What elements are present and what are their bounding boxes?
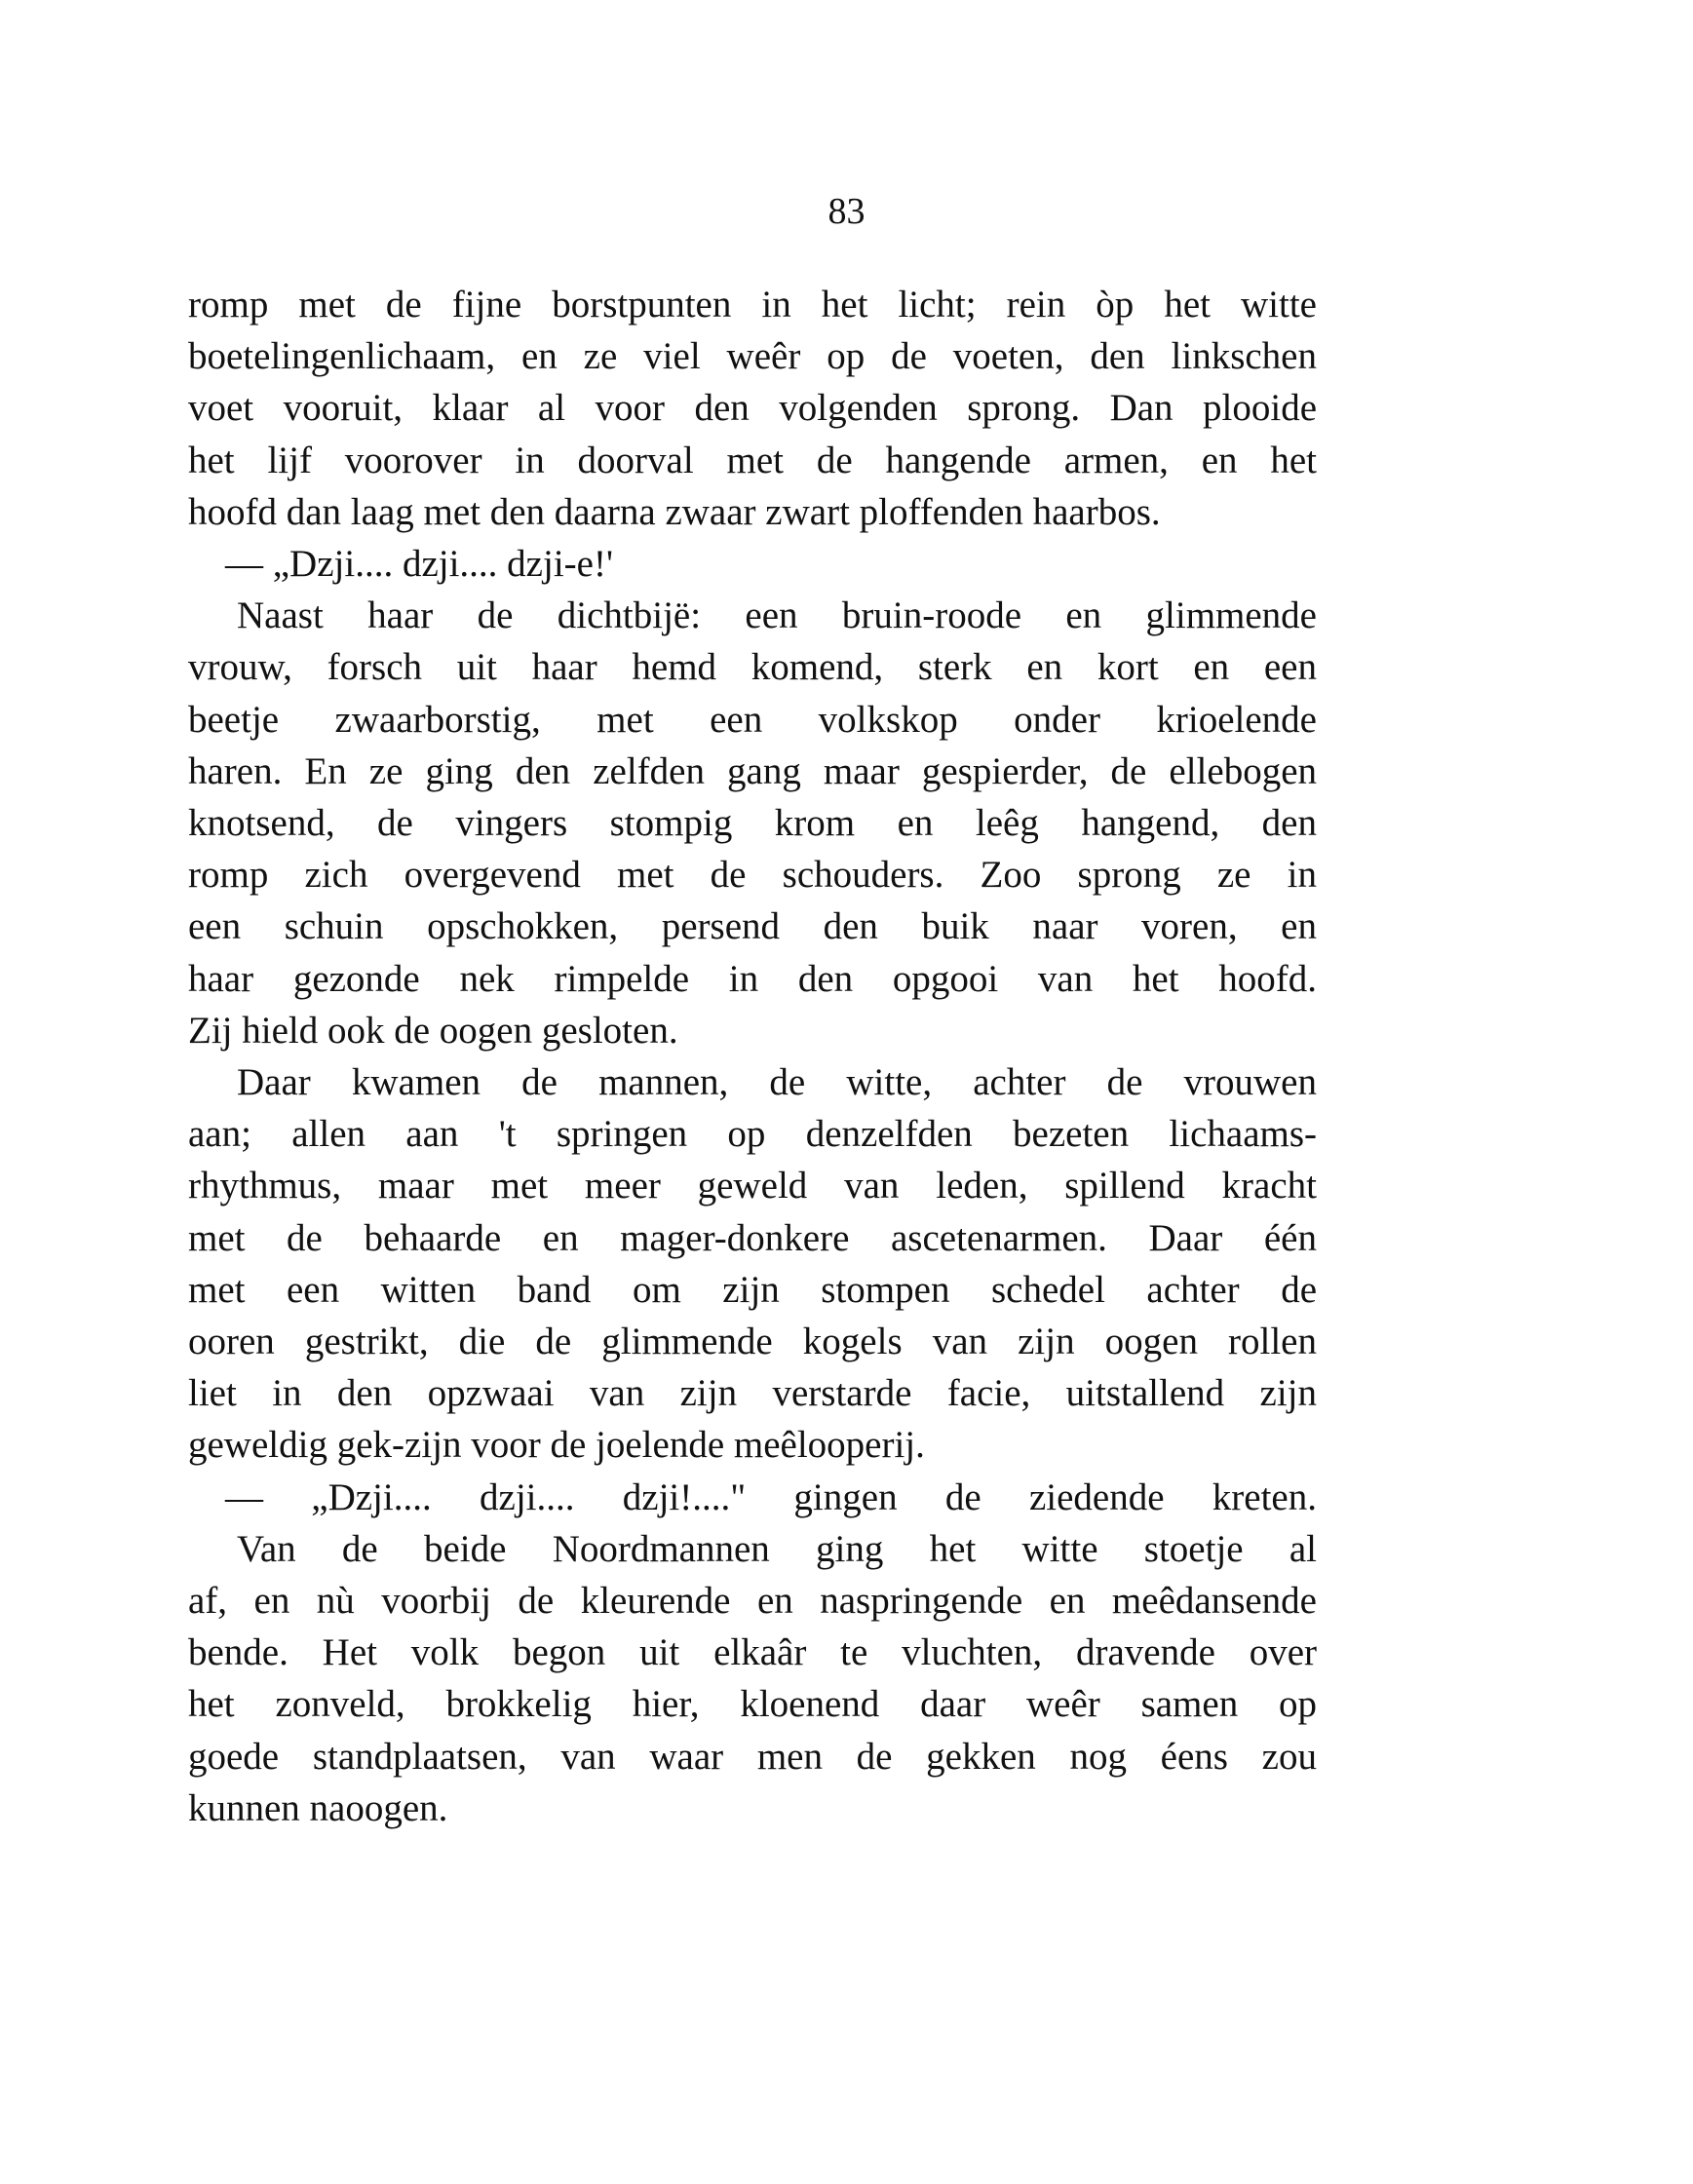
- text-line: kunnen naoogen.: [188, 1786, 448, 1829]
- text-line: goede standplaatsen, van waar men de gekken nog éens zou: [188, 1735, 1317, 1778]
- text-line: — „Dzji.... dzji.... dzji-e!': [225, 543, 613, 586]
- text-line: haren. En ze ging den zelfden gang maar gespierder, de ellebogen: [188, 749, 1317, 792]
- dialogue-paragraph: [188, 1472, 1317, 1523]
- text-line: romp met de fijne borstpunten in het licht; rein òp het witte: [188, 284, 1317, 326]
- text-line: liet in den opzwaai van zijn verstarde facie, uitstallend zijn: [188, 1372, 1317, 1415]
- text-line: Van de beide Noordmannen ging het witte stoetje al: [237, 1527, 1317, 1570]
- text-line: geweldig gek-zijn voor de joelende meêlooperij.: [188, 1424, 925, 1467]
- text-line: Naast haar de dichtbijë: een bruin-roode en glimmende: [237, 594, 1317, 637]
- text-line: vrouw, forsch uit haar hemd komend, sterk en kort en een: [188, 646, 1317, 689]
- text-line: af, en nù voorbij de kleurende en naspringende en meêdansende: [188, 1580, 1317, 1623]
- text-line: het lijf voorover in doorval met de hangende armen, en het: [188, 439, 1317, 481]
- text-line: het zonveld, brokkelig hier, kloenend daar weêr samen op: [188, 1683, 1317, 1726]
- text-line: ooren gestrikt, die de glimmende kogels van zijn oogen rollen: [188, 1321, 1317, 1363]
- text-line: boetelingenlichaam, en ze viel weêr op de voeten, den linkschen: [188, 335, 1317, 378]
- paragraph: [188, 590, 1317, 1056]
- text-line: voet vooruit, klaar al voor den volgenden sprong. Dan plooide: [188, 387, 1317, 430]
- page-number: 83: [827, 191, 866, 232]
- text-line: haar gezonde nek rimpelde in den opgooi van het hoofd.: [188, 957, 1317, 1000]
- text-line: met de behaarde en mager-donkere ascetenarmen. Daar één: [188, 1216, 1317, 1259]
- body-text: [188, 279, 1317, 1834]
- dialogue-paragraph: [188, 538, 1317, 590]
- text-line: bende. Het volk begon uit elkaâr te vluchten, dravende over: [188, 1631, 1317, 1674]
- text-line: knotsend, de vingers stompig krom en leêg hangend, den: [188, 802, 1317, 845]
- text-line: beetje zwaarborstig, met een volkskop onder krioelende: [188, 698, 1317, 741]
- paragraph: [188, 279, 1317, 538]
- text-line: — „Dzji.... dzji.... dzji!...." gingen de ziedende kreten.: [225, 1475, 1317, 1518]
- paragraph: [188, 1056, 1317, 1472]
- text-line: Daar kwamen de mannen, de witte, achter de vrouwen: [237, 1061, 1317, 1104]
- paragraph: [188, 1523, 1317, 1834]
- text-line: rhythmus, maar met meer geweld van leden, spillend kracht: [188, 1165, 1317, 1207]
- text-line: aan; allen aan 't springen op denzelfden bezeten lichaams-: [188, 1113, 1317, 1156]
- text-line: hoofd dan laag met den daarna zwaar zwart ploffenden haarbos.: [188, 490, 1161, 533]
- text-line: een schuin opschokken, persend den buik naar voren, en: [188, 905, 1317, 948]
- text-line: met een witten band om zijn stompen schedel achter de: [188, 1268, 1317, 1311]
- text-line: romp zich overgevend met de schouders. Zoo sprong ze in: [188, 854, 1317, 897]
- text-line: Zij hield ook de oogen gesloten.: [188, 1009, 678, 1052]
